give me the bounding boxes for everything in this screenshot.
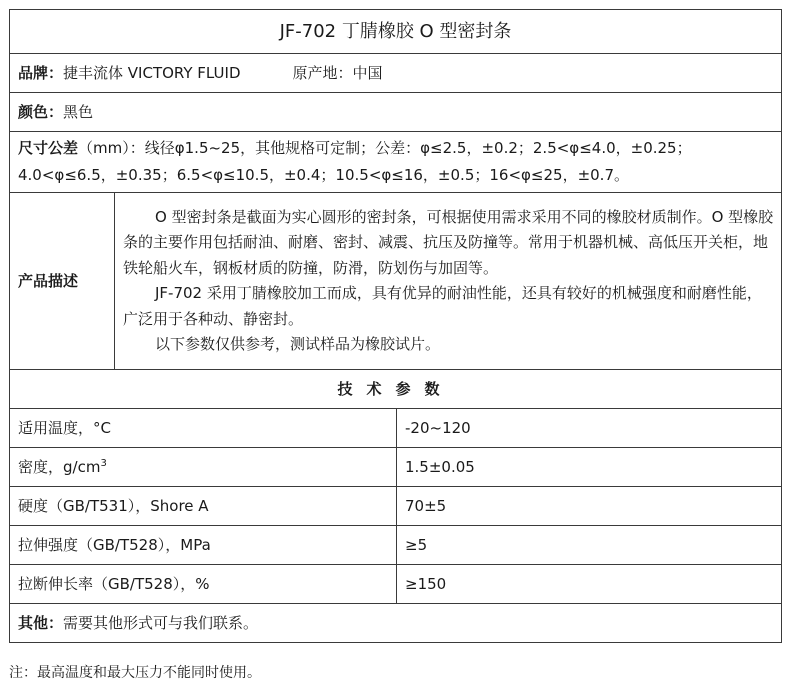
product-title: JF-702 丁腈橡胶 O 型密封条 bbox=[10, 10, 782, 54]
color-row bbox=[10, 93, 782, 132]
param-name: 硬度（GB/T531），Shore A bbox=[10, 487, 397, 526]
params-heading-row bbox=[10, 370, 782, 409]
param-name-text: 密度，g/cm bbox=[18, 458, 101, 476]
param-name: 拉断伸长率（GB/T528），% bbox=[10, 565, 397, 604]
tolerance-label: 尺寸公差 bbox=[18, 139, 79, 157]
tolerance-row bbox=[10, 132, 782, 193]
params-heading: 技术参数 bbox=[10, 370, 782, 409]
table-row bbox=[10, 409, 782, 448]
table-row bbox=[10, 526, 782, 565]
description-paragraph: 以下参数仅供参考，测试样品为橡胶试片。 bbox=[155, 335, 441, 353]
param-value: 1.5±0.05 bbox=[397, 448, 782, 487]
other-label: 其他： bbox=[18, 614, 64, 632]
origin-value: 中国 bbox=[352, 64, 383, 82]
param-name-superscript: 3 bbox=[100, 458, 107, 469]
origin-label: 原产地： bbox=[292, 64, 353, 82]
param-value: ≥150 bbox=[397, 565, 782, 604]
title-row bbox=[10, 10, 782, 54]
brand-label: 品牌： bbox=[18, 64, 64, 82]
description-row bbox=[10, 193, 782, 370]
spec-table bbox=[9, 9, 782, 643]
param-name: 拉伸强度（GB/T528），MPa bbox=[10, 526, 397, 565]
other-row bbox=[10, 604, 782, 643]
description-body bbox=[115, 193, 782, 370]
param-value: ≥5 bbox=[397, 526, 782, 565]
brand-value: 捷丰流体 VICTORY FLUID bbox=[63, 64, 241, 82]
other-value: 需要其他形式可与我们联系。 bbox=[63, 614, 259, 632]
color-value: 黑色 bbox=[63, 103, 94, 121]
param-name bbox=[10, 448, 397, 487]
param-value: 70±5 bbox=[397, 487, 782, 526]
brand-row bbox=[10, 54, 782, 93]
param-name: 适用温度，°C bbox=[10, 409, 397, 448]
color-label: 颜色： bbox=[18, 103, 64, 121]
tolerance-value: （mm）：线径φ1.5~25，其他规格可定制；公差：φ≤2.5，±0.2；2.5<φ≤4.0，±0.25；4.0<φ≤6.5，±0.35；6.5<φ≤10.5，±0.4；10.5<φ≤16，±0.5；16<φ≤25，±0.7。 bbox=[18, 139, 692, 184]
table-row bbox=[10, 565, 782, 604]
footnote: 注：最高温度和最大压力不能同时使用。 bbox=[9, 665, 261, 681]
spec-sheet bbox=[9, 9, 781, 643]
table-row bbox=[10, 448, 782, 487]
description-paragraph: JF-702 采用丁腈橡胶加工而成，具有优异的耐油性能，还具有较好的机械强度和耐磨性能，广泛用于各种动、静密封。 bbox=[123, 284, 762, 328]
table-row bbox=[10, 487, 782, 526]
param-value: -20~120 bbox=[397, 409, 782, 448]
description-paragraph: O 型密封条是截面为实心圆形的密封条，可根据使用需求采用不同的橡胶材质制作。O 型橡胶条的主要作用包括耐油、耐磨、密封、减震、抗压及防撞等。常用于机器机械、高低压开关柜，地铁轮船火车，钢板材质的防撞，防滑，防划伤与加固等。 bbox=[123, 207, 774, 277]
description-label: 产品描述 bbox=[10, 193, 115, 370]
